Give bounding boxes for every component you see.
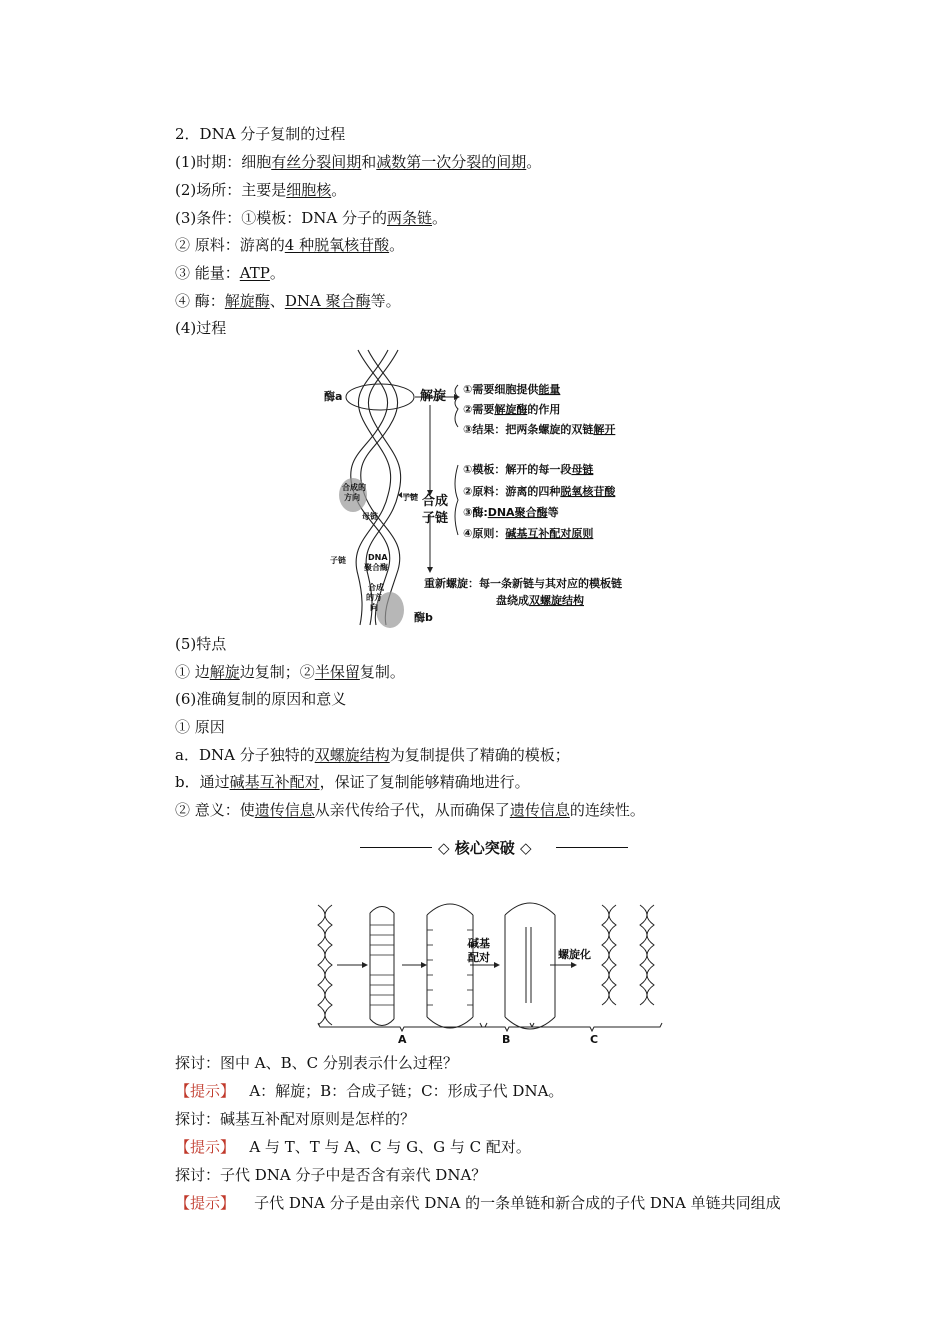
template-line: (3)条件：①模板：DNA 分子的两条链。 <box>175 209 448 227</box>
process-heading: (4)过程 <box>175 319 227 337</box>
section-heading: 2．DNA 分子复制的过程 <box>175 125 346 143</box>
unwind-label: 解旋 <box>420 389 447 404</box>
child-strand-label: 子链 <box>402 493 418 502</box>
direction-label-3: 合成 <box>368 583 384 592</box>
features-heading: (5)特点 <box>175 635 227 653</box>
reason-heading: ① 原因 <box>175 718 225 736</box>
stage-c-label: C <box>590 1033 599 1046</box>
spiralization-label: 螺旋化 <box>558 948 591 961</box>
direction-label-1: 合成的 <box>342 483 366 492</box>
energy-line: ③ 能量：ATP。 <box>175 264 285 282</box>
polymerase-label-2: 聚合酶 <box>364 563 388 572</box>
stage-b-label: B <box>502 1033 511 1046</box>
enzyme-a-label: 酶a <box>324 390 343 403</box>
direction-label-4: 的方 <box>366 593 382 602</box>
synth-note-1: ①模板：解开的每一段母链 <box>463 463 594 476</box>
enzyme-line: ④ 酶：解旋酶、DNA 聚合酶等。 <box>175 292 401 310</box>
base-pairing-label-1: 碱基 <box>468 937 490 950</box>
section-divider <box>360 837 628 857</box>
location-line: (2)场所：主要是细胞核。 <box>175 181 347 199</box>
unwind-note-3: ③结果：把两条螺旋的双链解开 <box>463 423 616 436</box>
reason-b-line: b．通过碱基互补配对，保证了复制能够精确地进行。 <box>175 773 530 791</box>
replication-stages-figure <box>310 895 670 1050</box>
base-pairing-label-2: 配对 <box>468 951 490 964</box>
rewind-note-1: 重新螺旋：每一条新链与其对应的模板链 <box>424 577 622 590</box>
question-1: 探讨：图中 A、B、C 分别表示什么过程？ <box>175 1054 458 1072</box>
synth-note-3: ③酶:DNA聚合酶等 <box>463 506 559 519</box>
polymerase-label-1: DNA <box>368 553 388 562</box>
replication-process-figure <box>318 345 663 630</box>
question-2: 探讨：碱基互补配对原则是怎样的？ <box>175 1110 416 1128</box>
features-line: ① 边解旋边复制；②半保留复制。 <box>175 663 405 681</box>
unwind-note-1: ①需要细胞提供能量 <box>463 383 561 396</box>
answer-3: 【提示】 子代 DNA 分子是由亲代 DNA 的一条单链和新合成的子代 DNA 单链共同组成 <box>175 1194 781 1212</box>
hint-tag: 【提示】 <box>175 1194 236 1212</box>
stage-a-label: A <box>398 1033 407 1046</box>
synth-note-4: ④原则：碱基互补配对原则 <box>463 527 594 540</box>
period-line: (1)时期：细胞有丝分裂间期和减数第一次分裂的间期。 <box>175 153 542 171</box>
answer-1: 【提示】 A：解旋；B：合成子链；C：形成子代 DNA。 <box>175 1082 564 1100</box>
unwind-note-2: ②需要解旋酶的作用 <box>463 403 561 416</box>
synth-label-1: 合成 <box>422 494 449 509</box>
enzyme-b-label: 酶b <box>414 611 433 624</box>
child-strand-label-2: 子链 <box>330 556 346 565</box>
direction-label-5: 向 <box>370 603 378 612</box>
hint-tag: 【提示】 <box>175 1138 236 1156</box>
direction-label-2: 方向 <box>344 493 360 502</box>
section-title: ◇ 核心突破 ◇ <box>438 839 532 857</box>
hint-tag: 【提示】 <box>175 1082 236 1100</box>
synth-note-2: ②原料：游离的四种脱氧核苷酸 <box>463 485 616 498</box>
synth-label-2: 子链 <box>422 511 449 526</box>
mother-strand-label: 母链 <box>362 512 378 521</box>
rewind-note-2: 盘绕成双螺旋结构 <box>496 594 584 607</box>
question-3: 探讨：子代 DNA 分子中是否含有亲代 DNA？ <box>175 1166 487 1184</box>
reason-a-line: a．DNA 分子独特的双螺旋结构为复制提供了精确的模板； <box>175 746 570 764</box>
material-line: ② 原料：游离的4 种脱氧核苷酸。 <box>175 236 405 254</box>
accuracy-heading: (6)准确复制的原因和意义 <box>175 690 347 708</box>
answer-2: 【提示】 A 与 T、T 与 A、C 与 G、G 与 C 配对。 <box>175 1138 531 1156</box>
significance-line: ② 意义：使遗传信息从亲代传给子代，从而确保了遗传信息的连续性。 <box>175 801 645 819</box>
